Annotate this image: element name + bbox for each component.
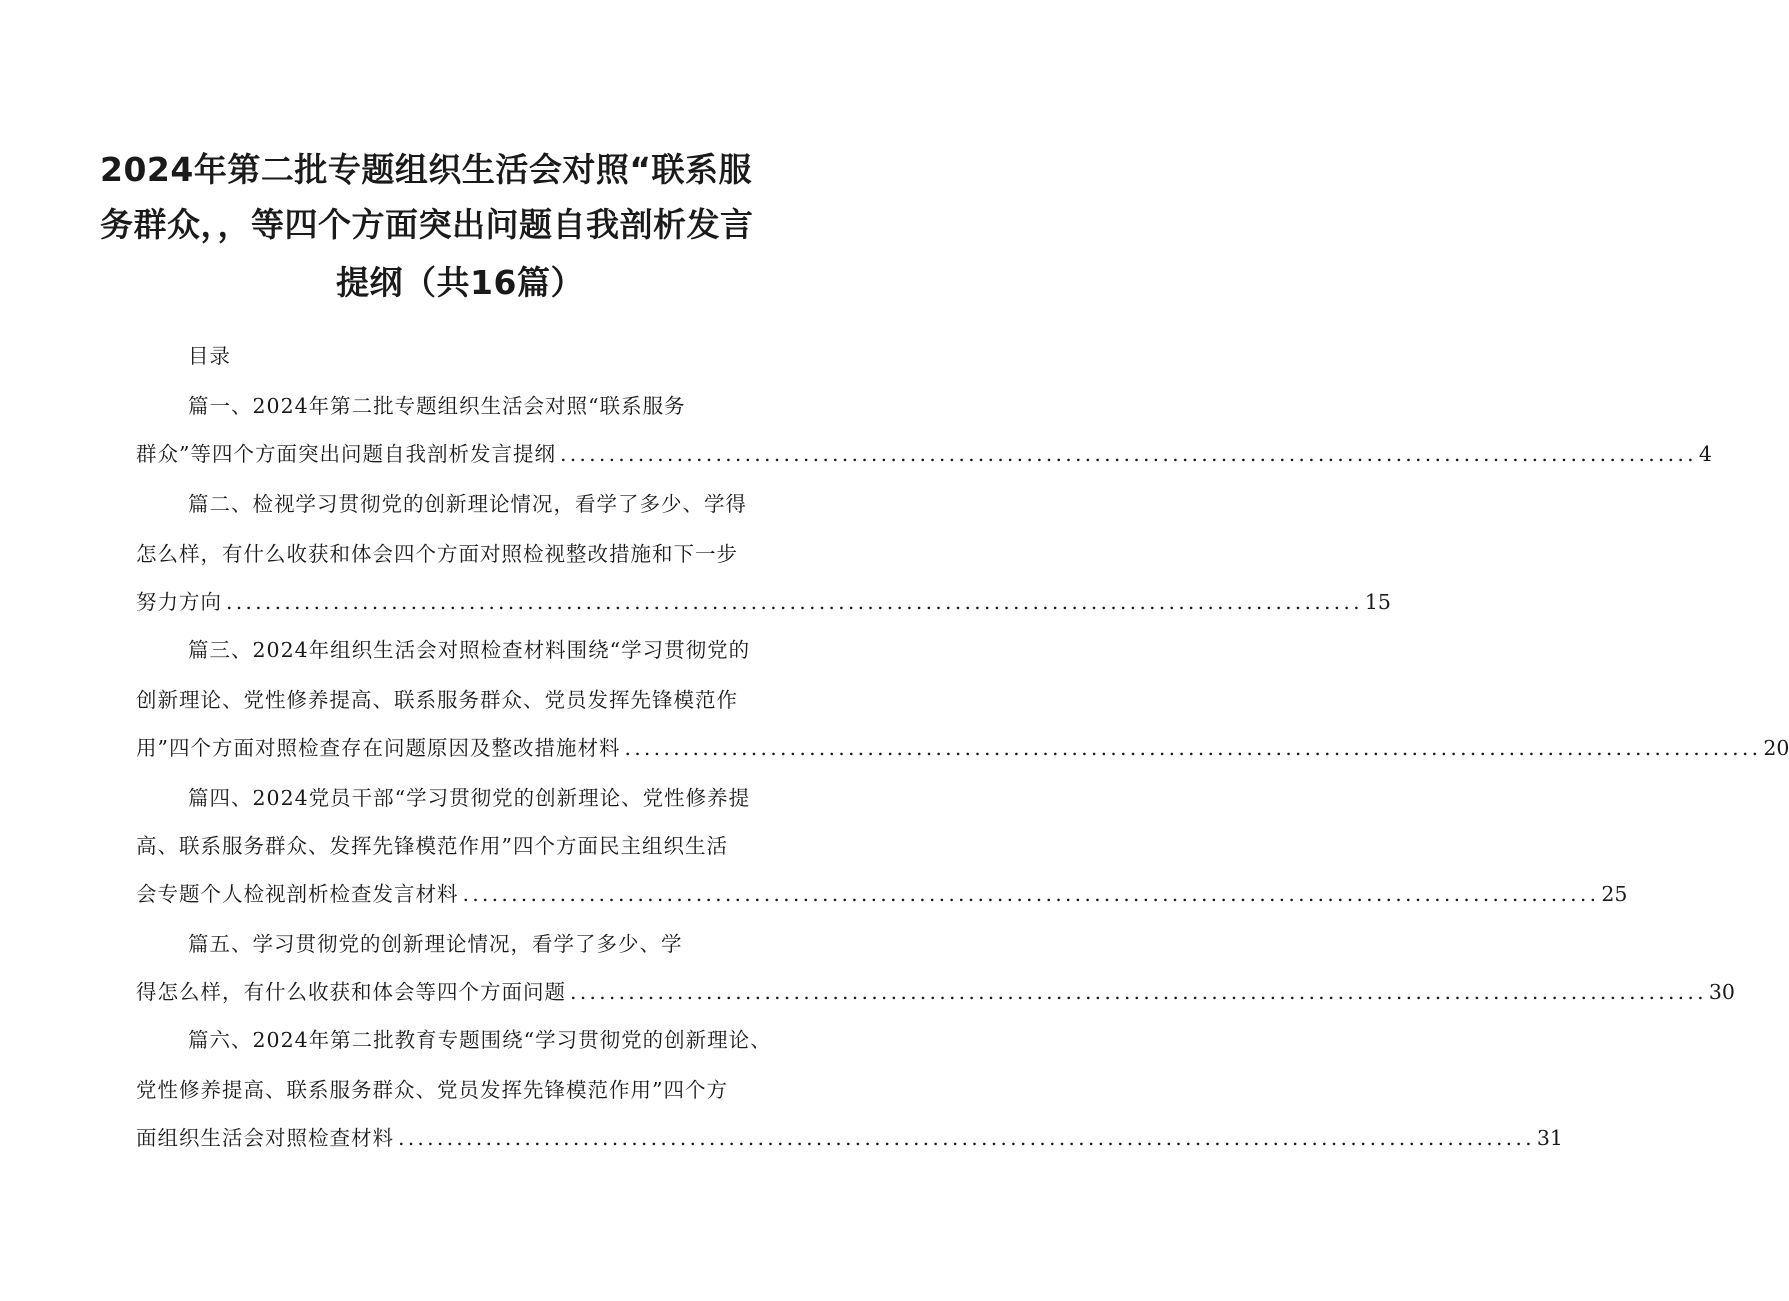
toc-entry-1-text: 群众”等四个方面突出问题自我剖析发言提纲: [136, 442, 556, 466]
toc-entry-3-text: 用”四个方面对照检查存在问题原因及整改措施材料: [136, 736, 621, 760]
toc-entry-2[interactable]: [136, 586, 1391, 618]
document-title-line-3: 提纲（共16篇）: [336, 263, 584, 302]
dot-leader: .....................................................................................................................: [226, 590, 1363, 614]
toc-entry-4[interactable]: [136, 878, 1628, 910]
toc-heading: 目录: [188, 344, 231, 368]
document-title-line-2: 务群众，，等四个方面突出问题自我剖析发言: [100, 205, 754, 244]
toc-entry-6-line-1: 篇六、2024年第二批教育专题围绕“学习贯彻党的创新理论、: [188, 1028, 772, 1052]
document-title-line-1: 2024年第二批专题组织生活会对照“联系服: [100, 150, 753, 189]
toc-entry-4-text: 会专题个人检视剖析检查发言材料: [136, 882, 459, 906]
toc-entry-3[interactable]: [136, 732, 1789, 764]
dot-leader: .....................................................................................................................: [559, 442, 1697, 466]
toc-entry-2-page: 15: [1364, 590, 1391, 614]
toc-entry-3-line-1: 篇三、2024年组织生活会对照检查材料围绕“学习贯彻党的: [188, 638, 751, 662]
dot-leader: .....................................................................................................................: [398, 1126, 1535, 1150]
toc-entry-1-line-1: 篇一、2024年第二批专题组织生活会对照“联系服务: [188, 394, 686, 418]
toc-entry-5[interactable]: [136, 976, 1735, 1008]
dot-leader: .....................................................................................................................: [624, 736, 1762, 760]
toc-entry-5-text: 得怎么样，有什么收获和体会等四个方面问题: [136, 980, 566, 1004]
toc-entry-2-text: 努力方向: [136, 590, 222, 614]
toc-entry-3-page: 20: [1763, 736, 1789, 760]
toc-entry-4-page: 25: [1601, 882, 1628, 906]
toc-entry-4-line-2: 高、联系服务群众、发挥先锋模范作用”四个方面民主组织生活: [136, 834, 728, 858]
toc-entry-5-line-1: 篇五、学习贯彻党的创新理论情况，看学了多少、学: [188, 932, 683, 956]
toc-entry-2-line-2: 怎么样，有什么收获和体会四个方面对照检视整改措施和下一步: [136, 542, 738, 566]
dot-leader: .....................................................................................................................: [462, 882, 1600, 906]
dot-leader: .....................................................................................................................: [570, 980, 1707, 1004]
toc-entry-6[interactable]: [136, 1122, 1563, 1154]
toc-entry-2-line-1: 篇二、检视学习贯彻党的创新理论情况，看学了多少、学得: [188, 492, 747, 516]
toc-entry-3-line-2: 创新理论、党性修养提高、联系服务群众、党员发挥先锋模范作: [136, 688, 738, 712]
toc-entry-1-page: 4: [1698, 442, 1712, 466]
toc-entry-6-line-2: 党性修养提高、联系服务群众、党员发挥先锋模范作用”四个方: [136, 1078, 728, 1102]
toc-entry-6-page: 31: [1536, 1126, 1563, 1150]
toc-entry-6-text: 面组织生活会对照检查材料: [136, 1126, 394, 1150]
toc-entry-1[interactable]: [136, 438, 1712, 470]
toc-entry-5-page: 30: [1708, 980, 1735, 1004]
toc-entry-4-line-1: 篇四、2024党员干部“学习贯彻党的创新理论、党性修养提: [188, 786, 751, 810]
